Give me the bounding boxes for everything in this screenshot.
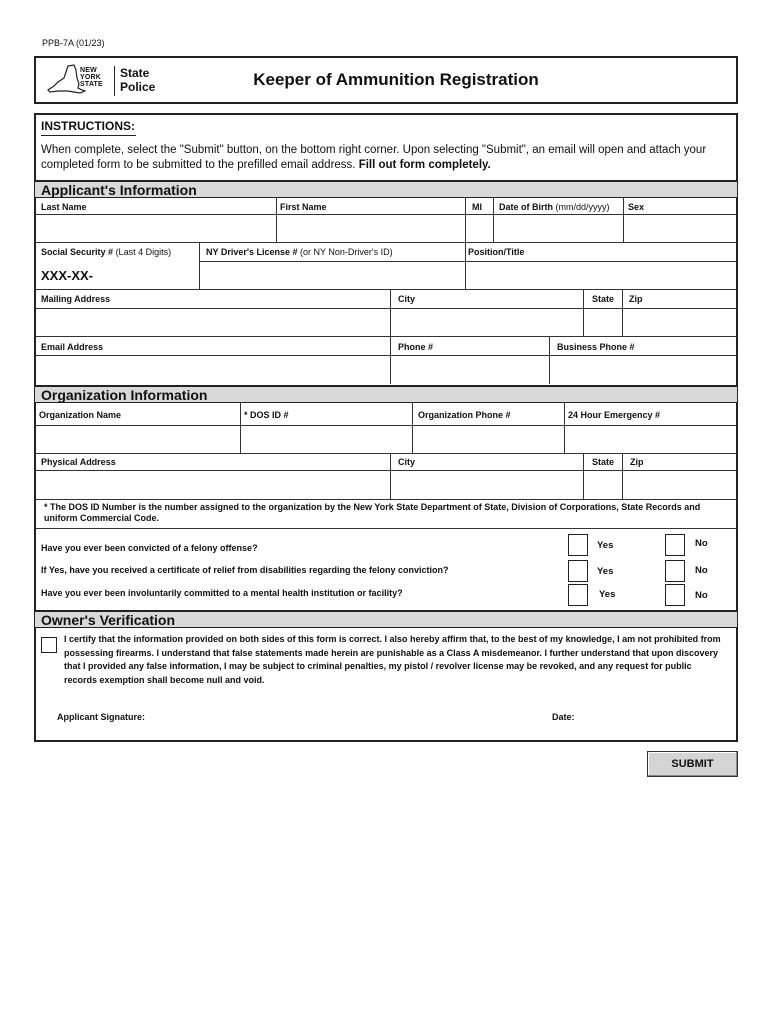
dob-input[interactable] (494, 215, 623, 242)
page-title: Keeper of Ammunition Registration (253, 70, 539, 89)
org-city-input[interactable] (391, 471, 583, 499)
relief-no-label: No (695, 565, 708, 576)
city-input[interactable] (391, 309, 583, 336)
org-name-input[interactable] (36, 426, 239, 453)
business-phone-input[interactable] (550, 356, 736, 384)
physical-address-label: Physical Address (41, 457, 116, 467)
dos-id-note: * The DOS ID Number is the number assigned to the organization by the New York State Department of State, Division of Corporations, State Records and uniform Commercial Code. (44, 502, 701, 523)
ssn-label: Social Security # (Last 4 Digits) (41, 247, 172, 257)
relief-yes-label: Yes (597, 566, 614, 577)
org-phone-input[interactable] (413, 426, 563, 453)
instructions-text: When complete, select the "Submit" button, on the bottom right corner. Upon selecting "Submit", an email will open and attach your completed form to be submitted to the prefilled email address. Fill out form completely. (41, 144, 707, 171)
question-mental-health: Have you ever been involuntarily committed to a mental health institution or facility? (41, 588, 403, 598)
ssn-prefix: XXX-XX- (41, 268, 94, 283)
position-label: Position/Title (468, 247, 525, 257)
business-phone-label: Business Phone # (557, 342, 635, 352)
applicant-section-header: Applicant's Information (35, 180, 737, 198)
dos-id-label: * DOS ID # (244, 410, 289, 420)
license-label: NY Driver's License # (or NY Non-Driver's ID) (206, 247, 393, 257)
relief-no-checkbox[interactable] (665, 560, 685, 582)
mental-health-yes-label: Yes (599, 589, 616, 600)
org-zip-label: Zip (630, 457, 644, 467)
mailing-address-input[interactable] (36, 309, 390, 336)
mental-health-no-checkbox[interactable] (665, 584, 685, 606)
first-name-input[interactable] (277, 215, 465, 242)
instructions-underline (41, 135, 136, 136)
org-state-input[interactable] (584, 471, 622, 499)
mental-health-yes-checkbox[interactable] (568, 584, 588, 606)
state-input[interactable] (584, 309, 622, 336)
relief-yes-checkbox[interactable] (568, 560, 588, 582)
form-number: PPB-7A (01/23) (42, 38, 105, 48)
org-name-label: Organization Name (39, 410, 122, 420)
last-name-input[interactable] (36, 215, 276, 242)
ssn-input[interactable] (100, 263, 198, 289)
sex-input[interactable] (624, 215, 736, 242)
zip-input[interactable] (623, 309, 736, 336)
dos-id-input[interactable] (241, 426, 411, 453)
question-relief-certificate: If Yes, have you received a certificate of relief from disabilities regarding the felony conviction? (41, 565, 449, 575)
org-phone-label: Organization Phone # (418, 410, 511, 420)
felony-yes-label: Yes (597, 540, 614, 551)
city-label: City (398, 294, 416, 304)
submit-button[interactable]: SUBMIT (647, 751, 738, 777)
felony-no-checkbox[interactable] (665, 534, 685, 556)
felony-no-label: No (695, 538, 708, 549)
signature-label: Applicant Signature: (57, 712, 146, 722)
date-field[interactable] (582, 706, 732, 728)
state-label: State (592, 294, 615, 304)
certify-checkbox[interactable] (41, 637, 57, 653)
phone-input[interactable] (391, 356, 548, 384)
last-name-label: Last Name (41, 202, 87, 212)
emergency-input[interactable] (565, 426, 736, 453)
dob-label: Date of Birth (mm/dd/yyyy) (499, 202, 610, 212)
position-input[interactable] (466, 262, 736, 289)
question-felony: Have you ever been convicted of a felony offense? (41, 543, 258, 553)
sex-label: Sex (628, 202, 645, 212)
mi-label: MI (472, 202, 482, 212)
mi-input[interactable] (466, 215, 493, 242)
zip-label: Zip (629, 294, 643, 304)
signature-field[interactable] (160, 706, 530, 728)
org-zip-input[interactable] (623, 471, 736, 499)
license-input[interactable] (200, 262, 464, 289)
verification-section-header: Owner's Verification (35, 610, 737, 628)
org-state-label: State (592, 457, 615, 467)
physical-address-input[interactable] (36, 471, 390, 499)
mailing-address-label: Mailing Address (41, 294, 111, 304)
date-label: Date: (552, 712, 575, 722)
org-city-label: City (398, 457, 416, 467)
header (34, 56, 738, 104)
felony-yes-checkbox[interactable] (568, 534, 588, 556)
phone-label: Phone # (398, 342, 434, 352)
instructions-heading: INSTRUCTIONS: (41, 119, 135, 133)
email-label: Email Address (41, 342, 104, 352)
email-input[interactable] (36, 356, 390, 384)
organization-section-header: Organization Information (35, 385, 737, 403)
certification-text: I certify that the information provided on both sides of this form is correct. I also hereby affirm that, to the best of my knowledge, I am not prohibited from possessing firearms. I understand that false statements made herein are punishable as a Class A misdemeanor. I further understand that upon discovery that I provided any false information, I may be subject to criminal penalties, my pistol / revolver license may be revoked, and any request for public records exemption shall become null and void. (64, 634, 721, 685)
logo-state-text: NEW YORK STATE (80, 67, 103, 88)
emergency-label: 24 Hour Emergency # (568, 410, 661, 420)
first-name-label: First Name (280, 202, 327, 212)
mental-health-no-label: No (695, 590, 708, 601)
logo-agency-text: State Police (120, 66, 156, 94)
